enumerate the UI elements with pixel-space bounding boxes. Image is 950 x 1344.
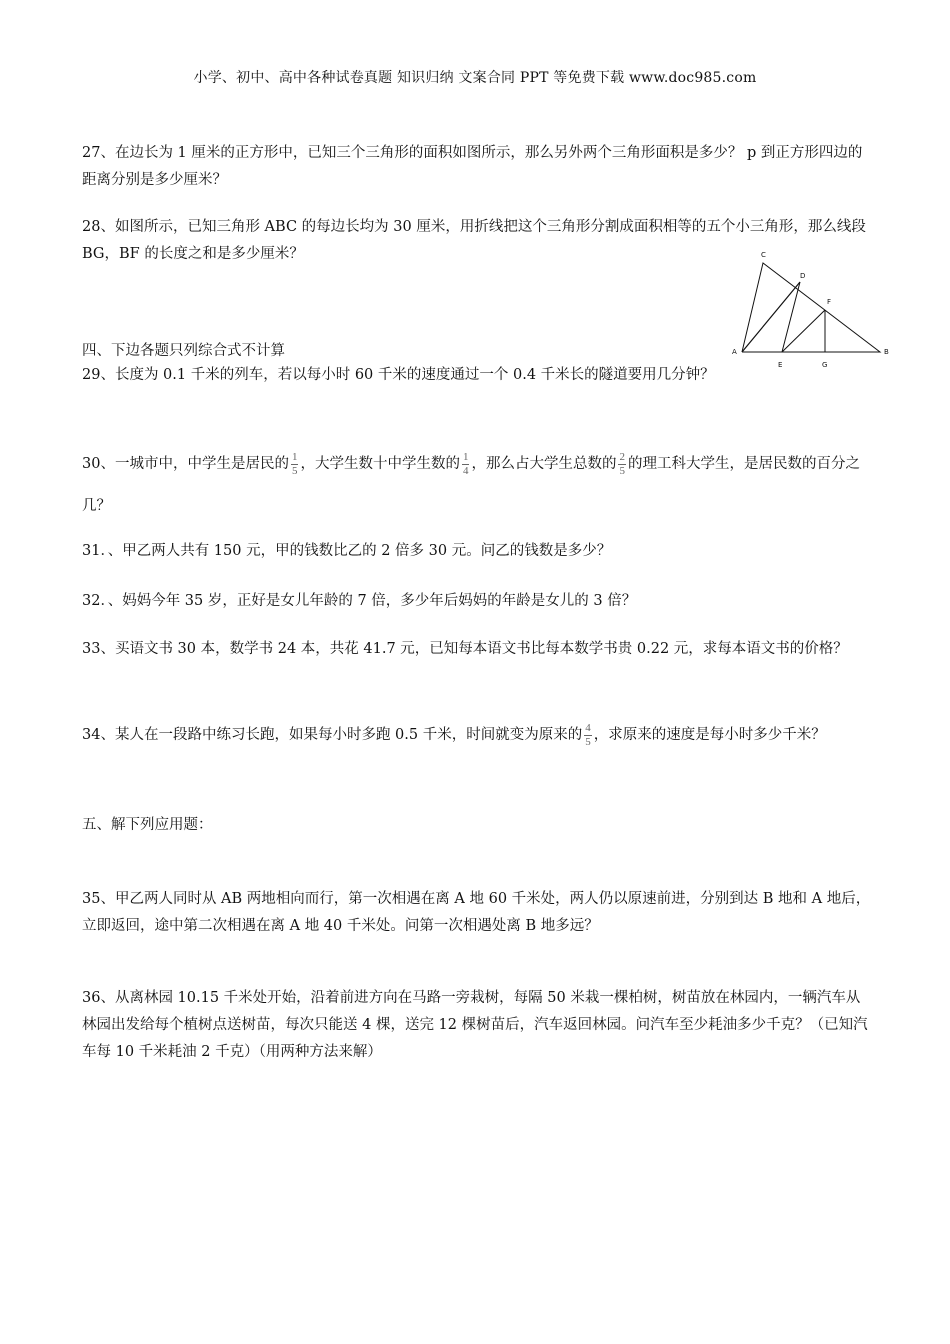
label-b: B [884,348,889,356]
triangle-abc [742,263,880,352]
label-d: D [800,272,806,280]
question-32: 32．、妈妈今年 35 岁，正好是女儿年龄的 7 倍，多少年后妈妈的年龄是女儿的 3 倍？ [82,593,637,609]
label-a: A [732,348,737,356]
question-35: 35、甲乙两人同时从 AB 两地相向而行，第一次相遇在离 A 地 60 千米处，两人仍以原速前进，分别到达 B 地和 A 地后，立即返回，途中第二次相遇在离 A 地 40 千米处。问第一次相遇处离 B 地多远？ [82,891,871,934]
question-36: 36、从离林园 10.15 千米处开始，沿着前进方向在马路一旁栽树，每隔 50 米栽一棵柏树，树苗放在林园内，一辆汽车从林园出发给每个植树点送树苗，每次只能送 4 棵，送完 12 棵树苗后，汽车返回林园。问汽车至少耗油多少千克？（已知汽车每 10 千米耗油 2 千克）（用两种方法来解） [82,990,868,1060]
section-5-heading: 五、解下列应用题： [82,817,213,833]
fraction-two-fifths: $\frac{2}{5}$ [619,450,625,477]
label-e: E [778,361,783,369]
question-33: 33、买语文书 30 本，数学书 24 本，共花 41.7 元，已知每本语文书比每本数学书贵 0.22 元，求每本语文书的价格？ [82,641,848,657]
fraction-one-fourth: $\frac{1}{4}$ [462,450,469,477]
fraction-four-fifths: $\frac{4}{5}$ [585,721,591,748]
label-g: G [822,361,828,369]
question-34 [82,714,872,756]
question-28: 28、如图所示，已知三角形 ABC 的每边长均为 30 厘米，用折线把这个三角形分割成面积相等的五个小三角形，那么线段 BG，BF 的长度之和是多少厘米？ [82,219,866,262]
line-ef [782,310,825,352]
q30-text-4: 的理工科大学生，是居民数的百分之几？ [82,456,860,514]
triangle-figure [730,246,890,372]
label-c: C [761,251,766,259]
question-29: 29、长度为 0.1 千米的列车，若以每小时 60 千米的速度通过一个 0.4 千米长的隧道要用几分钟？ [82,367,715,383]
question-30 [82,443,872,527]
triangle-diagram [730,246,890,372]
q30-text-3: ，那么占大学生总数的 [471,456,617,472]
q30-text-2: ，大学生数十中学生数的 [300,456,460,472]
question-27: 27、在边长为 1 厘米的正方形中，已知三个三角形的面积如图所示，那么另外两个三角形面积是多少？ p 到正方形四边的距离分别是多少厘米？ [82,145,863,188]
q30-text-1: 30、一城市中，中学生是居民的 [82,456,289,472]
q34-text-2: ，求原来的速度是每小时多少千米？ [593,727,826,743]
page-header: 小学、初中、高中各种试卷真题 知识归纳 文案合同 PPT 等免费下载 www.doc985.com [193,70,757,86]
fraction-one-fifth: $\frac{1}{5}$ [291,450,298,477]
label-f: F [827,298,832,306]
section-4-heading: 四、下边各题只列综合式不计算 [82,343,285,359]
question-31: 31．、甲乙两人共有 150 元，甲的钱数比乙的 2 倍多 30 元。问乙的钱数是多少？ [82,543,612,559]
q34-text-1: 34、某人在一段路中练习长跑，如果每小时多跑 0.5 千米，时间就变为原来的 [82,727,583,743]
